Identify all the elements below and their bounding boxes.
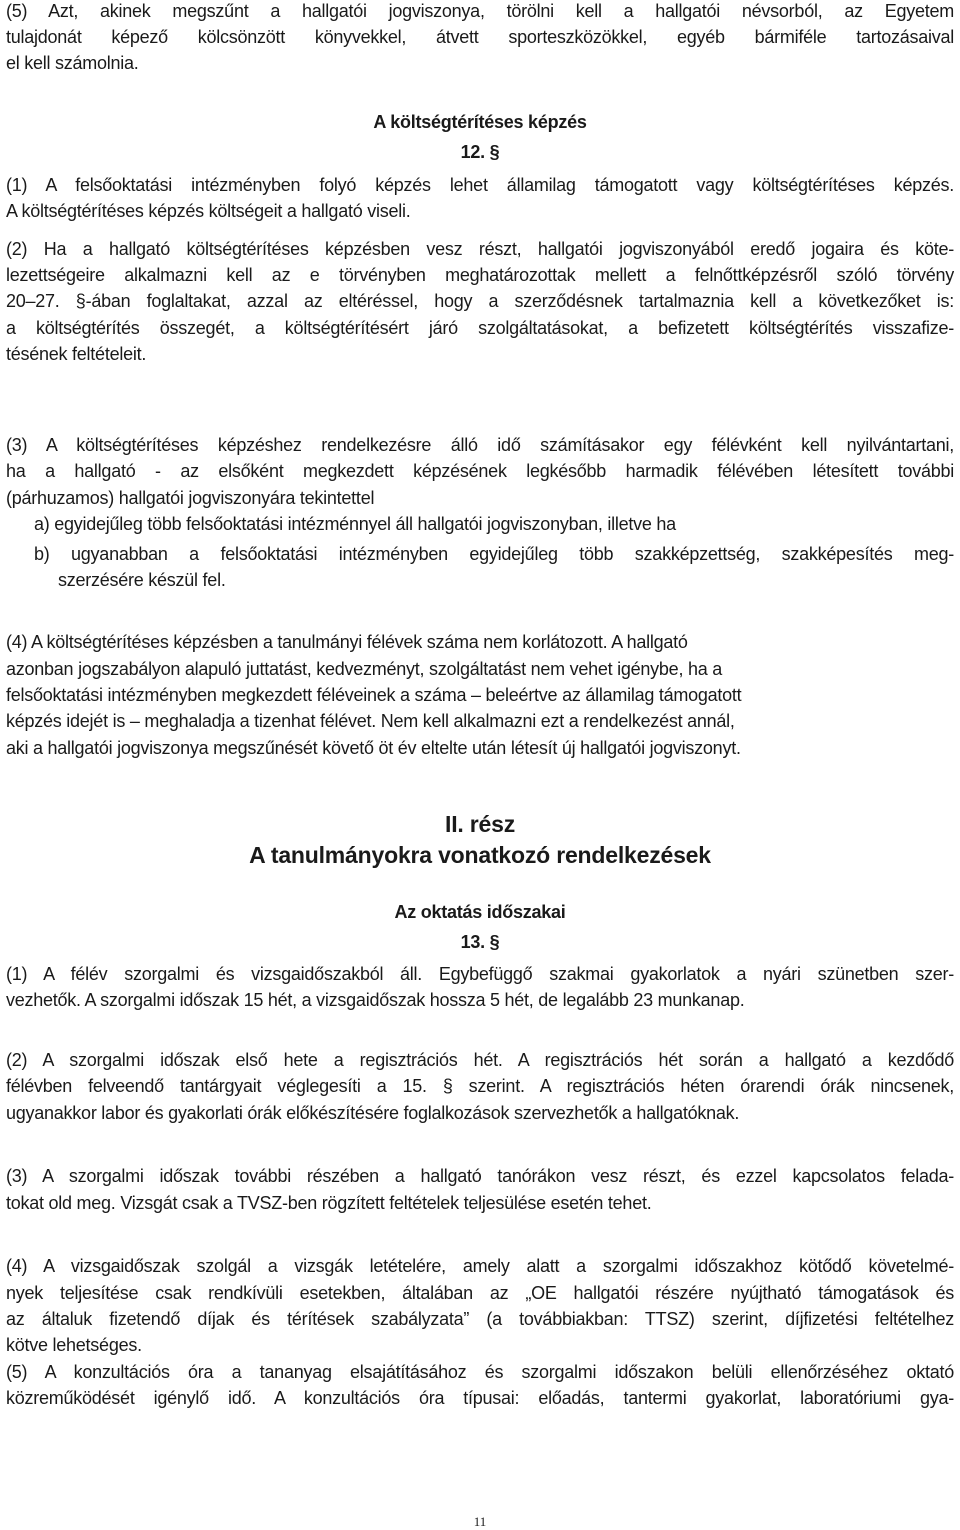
text-line: (párhuzamos) hallgatói jogviszonyára tekintettel <box>6 488 375 508</box>
text-line: ha a hallgató - az elsőként megkezdett képzésének legkésőbb harmadik félévében létesített további <box>6 461 954 481</box>
text-line: tokat old meg. Vizsgát csak a TVSZ-ben rögzített feltételek teljesülése esetén tehet. <box>6 1193 652 1213</box>
text-line: tésének feltételeit. <box>6 344 147 364</box>
text-line: (4) A vizsgaidőszak szolgál a vizsgák letételére, amely alatt a szorgalmi időszakhoz kötődő követelmé- <box>6 1256 954 1276</box>
text-line: (3) A költségtérítéses képzéshez rendelkezésre álló idő számításakor egy félévként kell nyilvántartani, <box>6 435 954 455</box>
text-line: A költségtérítéses képzés költségeit a hallgató viseli. <box>6 201 411 221</box>
text-line: lezettségeire alkalmazni kell az e törvényben meghatározottak mellett a felnőttképzésről szóló törvény <box>6 265 954 285</box>
text-line: felsőoktatási intézményben megkezdett féléveinek a száma – beleértve az államilag támogatott <box>6 685 742 705</box>
text-line: el kell számolnia. <box>6 53 139 73</box>
text-line: (1) A félév szorgalmi és vizsgaidőszakból áll. Egybefüggő szakmai gyakorlatok a nyári szünetben szer- <box>6 964 954 984</box>
text-line: közreműködését igénylő idő. A konzultációs óra típusai: előadás, tantermi gyakorlat, laboratóriumi gya- <box>6 1388 954 1408</box>
text-line: (2) Ha a hallgató költségtérítéses képzésben vesz részt, hallgatói jogviszonyából eredő jogaira és köte- <box>6 239 954 259</box>
text-line: azonban jogszabályon alapuló juttatást, kedvezményt, szolgáltatást nem vehet igénybe, ha a <box>6 659 722 679</box>
section-title: A költségtérítéses képzés <box>373 112 587 132</box>
text-line: (4) A költségtérítéses képzésben a tanulmányi félévek száma nem korlátozott. A hallgató <box>6 632 688 652</box>
paragraph-number: 13. § <box>460 932 500 952</box>
text-line: (5) Azt, akinek megszűnt a hallgatói jogviszonya, törölni kell a hallgatói névsorból, az Egyetem <box>6 1 954 21</box>
list-item: b) ugyanabban a felsőoktatási intézményben egyidejűleg több szakképzettség, szakképesítés meg- <box>34 544 954 564</box>
text-line: (2) A szorgalmi időszak első hete a regisztrációs hét. A regisztrációs hét során a hallgató a kezdődő <box>6 1050 954 1070</box>
text-line: (1) A felsőoktatási intézményben folyó képzés lehet államilag támogatott vagy költségtérítéses képzés. <box>6 175 954 195</box>
text-line: az általuk fizetendő díjak és térítések szabályzata” (a továbbiakban: TTSZ) szerint, díjfizetési feltételhez <box>6 1309 954 1329</box>
section-title: Az oktatás időszakai <box>394 902 566 922</box>
text-line: (3) A szorgalmi időszak további részében a hallgató tanórákon vesz részt, és ezzel kapcsolatos felada- <box>6 1166 954 1186</box>
text-line: vezhetők. A szorgalmi időszak 15 hét, a vizsgaidőszak hossza 5 hét, de legalább 23 munkanap. <box>6 990 745 1010</box>
text-line: képzés idejét is – meghaladja a tizenhat félévet. Nem kell alkalmazni ezt a rendelkezést annál, <box>6 711 735 731</box>
text-line: ugyanakkor labor és gyakorlati órák előkészítésére foglalkozások szervezhetők a hallgatóknak. <box>6 1103 740 1123</box>
text-line: nyek teljesítése csak rendkívüli esetekben, általában az „OE hallgatói részére nyújtható támogatások és <box>6 1283 954 1303</box>
list-item: a) egyidejűleg több felsőoktatási intézménnyel áll hallgatói jogviszonyban, illetve ha <box>34 514 676 534</box>
text-line: 20–27. §-ában foglaltakat, azzal az eltéréssel, hogy a szerződésnek tartalmaznia kell a következőket is: <box>6 291 954 311</box>
paragraph-number: 12. § <box>460 142 500 162</box>
text-line: félévben felveendő tantárgyait véglegesíti a 15. § szerint. A regisztrációs héten órarendi órák nincsenek, <box>6 1076 954 1096</box>
list-item: szerzésére készül fel. <box>58 570 226 590</box>
part-title: II. rész <box>445 811 515 837</box>
text-line: kötve lehetséges. <box>6 1335 142 1355</box>
text-line: (5) A konzultációs óra a tananyag elsajátításához és szorgalmi időszakon belüli ellenőrzéséhez oktató <box>6 1362 954 1382</box>
text-line: a költségtérítés összegét, a költségtérítésért járó szolgáltatásokat, a befizetett költségtérítés visszafize- <box>6 318 954 338</box>
part-subtitle: A tanulmányokra vonatkozó rendelkezések <box>249 842 711 868</box>
text-line: aki a hallgatói jogviszonya megszűnését követő öt év eltelte után létesít új hallgatói jogviszonyt. <box>6 738 741 758</box>
page-number: 11 <box>473 1514 487 1529</box>
text-line: tulajdonát képező kölcsönzött könyvekkel, átvett sporteszközökkel, egyéb bármiféle tartozásaival <box>6 27 954 47</box>
